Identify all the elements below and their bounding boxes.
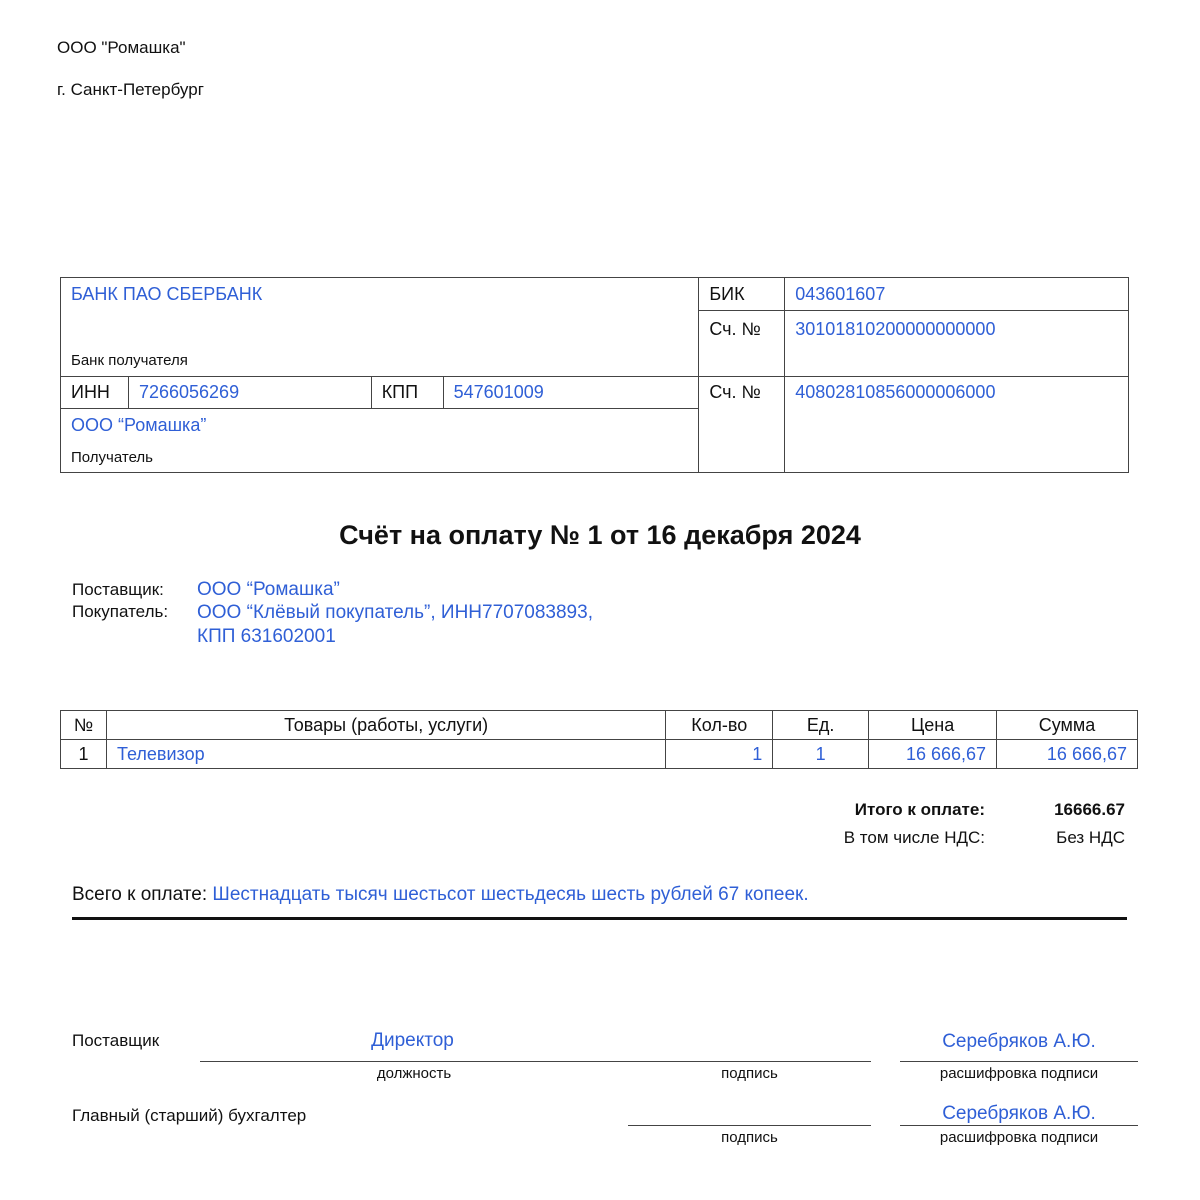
bank-details-table (60, 277, 1129, 473)
vat-label: В том числе НДС: (843, 828, 985, 847)
account-label: Сч. № (699, 377, 785, 473)
recipient-label: Получатель (71, 449, 153, 466)
words-label: Всего к оплате: (72, 884, 208, 905)
signature-supplier-label: Поставщик (72, 1031, 160, 1050)
bik-label: БИК (699, 278, 785, 311)
decode-caption-2: расшифровка подписи (939, 1129, 1099, 1146)
row-goods: Телевизор (106, 740, 665, 769)
row-unit: 1 (773, 740, 869, 769)
kpp-label: КПП (371, 377, 443, 409)
recipient-name: ООО “Ромашка” (71, 415, 207, 435)
inn-value: 7266056269 (128, 377, 371, 409)
row-price: 16 666,67 (869, 740, 997, 769)
buyer-label: Покупатель: (72, 602, 169, 621)
company-name: ООО "Ромашка" (57, 38, 186, 57)
supplier-signer-name: Серебряков А.Ю. (942, 1031, 1096, 1052)
kpp-value: 547601009 (443, 377, 699, 409)
row-qty: 1 (666, 740, 773, 769)
col-header-num: № (61, 711, 107, 740)
bank-name-cell (61, 278, 699, 377)
accountant-signer-name: Серебряков А.Ю. (942, 1103, 1096, 1124)
col-header-goods: Товары (работы, услуги) (106, 711, 665, 740)
items-table (60, 710, 1138, 769)
invoice-title: Счёт на оплату № 1 от 16 декабря 2024 (339, 520, 861, 550)
signature-caption: подпись (721, 1065, 778, 1082)
account-value: 40802810856000006000 (785, 377, 1129, 473)
company-city: г. Санкт-Петербург (57, 80, 204, 99)
row-num: 1 (61, 740, 107, 769)
items-header-row (61, 711, 1138, 740)
decode-line (900, 1061, 1138, 1062)
col-header-qty: Кол-во (666, 711, 773, 740)
bank-name: БАНК ПАО СБЕРБАНК (71, 284, 263, 304)
table-row (61, 740, 1138, 769)
signature-caption-2: подпись (721, 1129, 778, 1146)
supplier-value: ООО “Ромашка” (197, 579, 340, 600)
position-signature-line (200, 1061, 871, 1062)
accountant-decode-line (900, 1125, 1138, 1126)
row-sum: 16 666,67 (997, 740, 1138, 769)
col-header-sum: Сумма (997, 711, 1138, 740)
total-value: 16666.67 (1054, 800, 1125, 819)
bik-value: 043601607 (785, 278, 1129, 311)
supplier-label: Поставщик: (72, 580, 164, 599)
corr-account-value: 30101810200000000000 (785, 311, 1129, 377)
accountant-label: Главный (старший) бухгалтер (72, 1106, 307, 1125)
col-header-price: Цена (869, 711, 997, 740)
position-caption: должность (376, 1065, 452, 1082)
total-in-words (72, 884, 809, 906)
total-label: Итого к оплате: (854, 800, 985, 819)
col-header-unit: Ед. (773, 711, 869, 740)
position-value: Директор (371, 1030, 454, 1051)
recipient-cell (61, 409, 699, 473)
decode-caption: расшифровка подписи (939, 1065, 1099, 1082)
divider-line (72, 917, 1127, 920)
accountant-signature-line (628, 1125, 871, 1126)
inn-label: ИНН (61, 377, 129, 409)
buyer-value-line2: КПП 631602001 (197, 626, 336, 647)
corr-account-label: Сч. № (699, 311, 785, 377)
words-value: Шестнадцать тысяч шестьсот шестьдесяь шесть рублей 67 копеек. (212, 884, 809, 905)
vat-value: Без НДС (1056, 828, 1125, 847)
recipient-bank-label: Банк получателя (71, 352, 188, 369)
buyer-value-line1: ООО “Клёвый покупатель”, ИНН7707083893, (197, 602, 593, 623)
